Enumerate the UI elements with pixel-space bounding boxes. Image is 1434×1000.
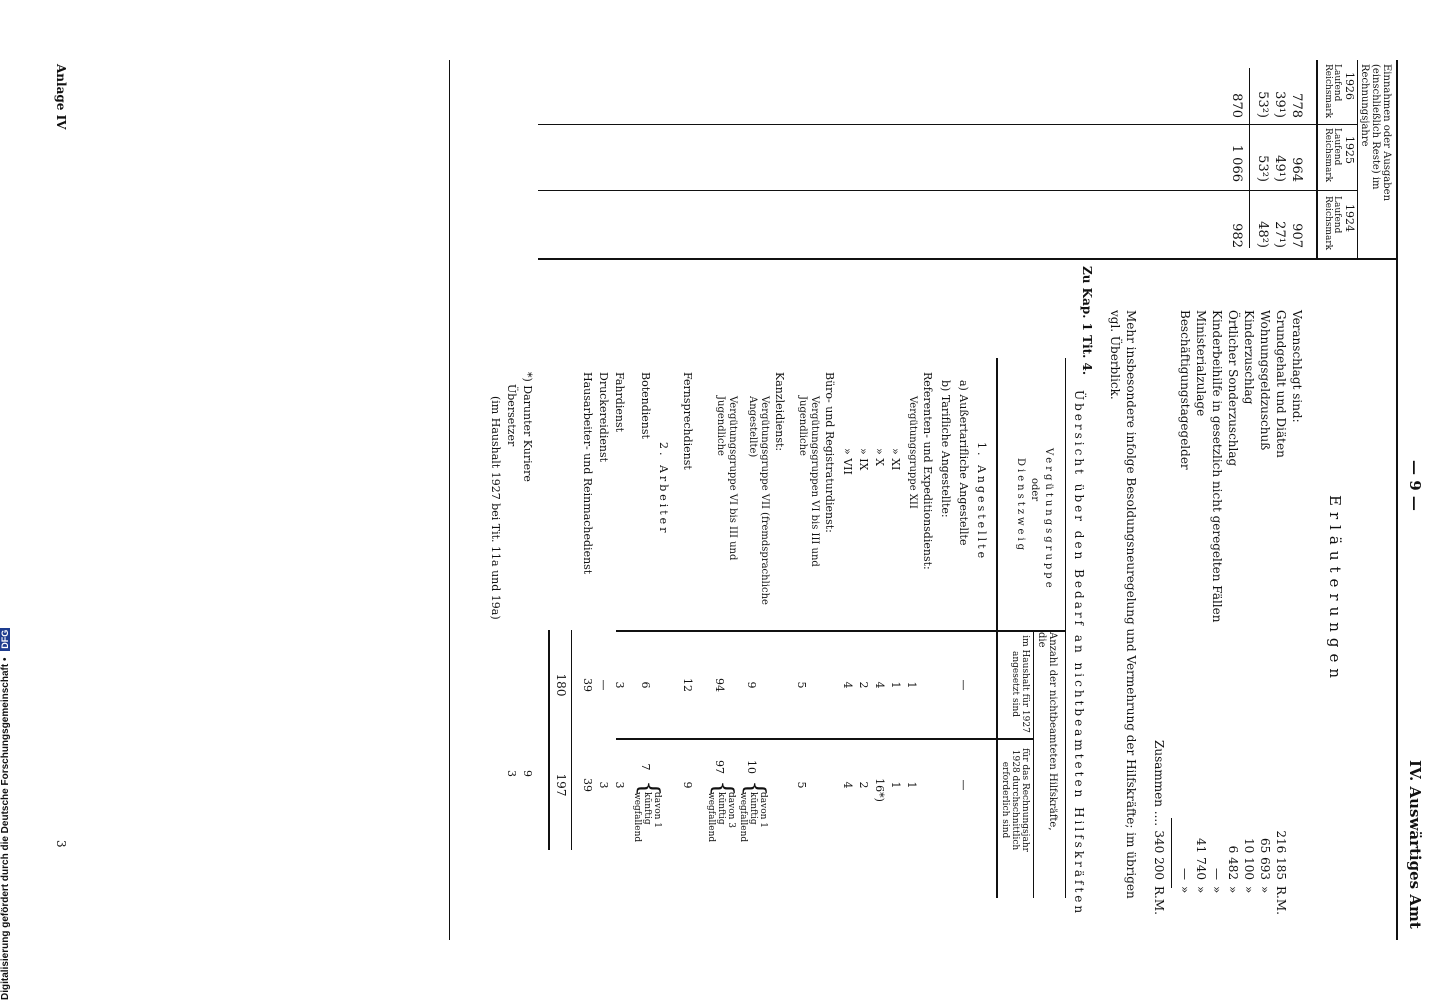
col-group-head: Anzahl der nichtbeamteten Hilfskräfte, die xyxy=(1036,632,1058,831)
table-row-label: Büro- und Registraturdienst: xyxy=(823,372,836,533)
table-cell-1927: — xyxy=(597,679,610,691)
year-1925: 1925 xyxy=(1343,136,1356,164)
table-row-label: Vergütungsgruppe VI bis III und Jugendliche xyxy=(715,396,738,561)
cell: 53²) xyxy=(1255,91,1270,118)
table-cell-1928: 4 xyxy=(841,781,854,789)
total-amount: 340 200 xyxy=(1152,830,1166,880)
staff-table-title: Übersicht über den Bedarf an nichtbeamteten Hilfskräften xyxy=(1072,390,1086,917)
list-item-label: Wohnungsgeldzuschuß xyxy=(1258,310,1272,451)
table-cell-1927: 6 xyxy=(639,681,652,689)
table-cell-1927: 39 xyxy=(581,678,594,692)
cell: 48²) xyxy=(1255,221,1270,248)
col1-head: oder xyxy=(1029,478,1040,502)
cell: 907 xyxy=(1289,223,1304,248)
footnote-line: *) Darunter Kuriere xyxy=(521,372,534,482)
table-head-rule xyxy=(996,358,998,898)
sum-rule xyxy=(1249,68,1250,248)
list-item-amount: — xyxy=(1178,868,1192,880)
table-bottom-rule xyxy=(548,630,550,850)
total-1928: 197 xyxy=(554,773,568,797)
note-line: Mehr insbesondere infolge Besoldungsneuregelung und Vermehrung der Hilfskräfte; im übrigen xyxy=(1124,310,1138,899)
list-item-label: Kinderzuschlag xyxy=(1242,310,1256,405)
list-item-unit: » xyxy=(1210,886,1224,894)
table-cell-1928: 2 xyxy=(857,781,870,789)
revenue-table-head: Einnahmen oder Ausgaben (einschließlich Reste) im Rechnungsjahre xyxy=(1359,64,1392,202)
total-1927: 180 xyxy=(554,673,568,697)
table-cell-1928: 16*) xyxy=(873,778,886,802)
anlage-label: Anlage IV xyxy=(54,64,68,130)
table-cell-1927: 4 xyxy=(873,681,886,689)
list-item-label: Kinderbeihilfe in gesetzlich nicht geregelten Fällen xyxy=(1210,310,1224,623)
col3-head: für das Rechnungsjahr 1928 durchschnittlich erforderlich sind xyxy=(1000,748,1030,852)
list-item-amount: 65 693 xyxy=(1258,838,1272,880)
dfg-logo: DFG xyxy=(0,629,10,649)
year-1926: 1926 xyxy=(1343,72,1356,100)
list-item-label: Ministerialzulage xyxy=(1194,310,1208,417)
section-arbeiter: 2. Arbeiter xyxy=(657,442,670,536)
dfg-rail-text: Digitalisierung gefördert durch die Deutsche Forschungsgemeinschaft • xyxy=(0,657,11,1000)
table-row-label: » XI xyxy=(889,448,902,471)
table-cell-1928: 97 xyxy=(713,760,726,774)
footnote-line: (im Haushalt 1927 bei Tit. 11a und 19a) xyxy=(489,396,502,620)
table-cell-1928: 3 xyxy=(597,781,610,789)
table-row-label: » VII xyxy=(841,448,854,475)
section-angestellte: 1. Angestellte xyxy=(975,442,988,562)
cell: 49¹) xyxy=(1272,155,1287,182)
table-cell-1928: — xyxy=(957,779,970,791)
table-top-rule xyxy=(1065,358,1066,898)
table-row-label: a) Außertarifliche Angestellte xyxy=(957,380,970,546)
table-edge xyxy=(538,258,1398,260)
col-divider xyxy=(616,630,1066,632)
table-cell-1928: 7 xyxy=(639,763,652,771)
table-cell-1927: 9 xyxy=(745,681,758,689)
erlaeuterungen-heading: Erläuterungen xyxy=(1326,495,1344,685)
erlaeuterungen-intro: Veranschlagt sind: xyxy=(1290,310,1304,423)
total-label: Zusammen .... xyxy=(1152,740,1166,827)
cell: 53²) xyxy=(1255,155,1270,182)
table-cell-note: davon 3 künftig wegfallend xyxy=(706,792,736,843)
section-title: IV. Auswärtiges Amt xyxy=(1406,760,1424,929)
table-row-label: b) Tarifliche Angestellte: xyxy=(939,380,952,518)
list-item-amount: 41 740 xyxy=(1194,838,1208,880)
kap-reference: Zu Kap. 1 Tit. 4. xyxy=(1080,266,1094,376)
brace-icon: { xyxy=(634,780,664,797)
table-cell-1927: 4 xyxy=(841,681,854,689)
unit-1926: Laufend Reichsmark xyxy=(1323,64,1342,119)
revenue-table-rule xyxy=(1316,60,1318,260)
table-row-label: Druckereidienst xyxy=(597,372,610,463)
list-item-unit: » xyxy=(1178,886,1192,894)
table-row-label: » IX xyxy=(857,448,870,471)
sum-rule xyxy=(571,630,572,850)
sum-rule xyxy=(1171,818,1172,888)
table-cell-1927: 94 xyxy=(713,678,726,692)
list-item-label: Grundgehalt und Diäten xyxy=(1274,310,1288,458)
total-1924: 982 xyxy=(1229,223,1244,248)
table-row-label: » X xyxy=(873,448,886,467)
list-item-unit: » xyxy=(1226,886,1240,894)
table-cell-1928: 9 xyxy=(681,781,694,789)
col1-head: Vergütungsgruppe xyxy=(1043,448,1054,591)
list-item-unit: » xyxy=(1194,886,1208,894)
table-row-label: Vergütungsgruppen VI bis III und Jugendliche xyxy=(797,396,820,567)
table-cell-1927: 12 xyxy=(681,678,694,692)
table-row-label: Vergütungsgruppe VII (fremdsprachliche Angestellte) xyxy=(747,396,770,605)
group-head-rule xyxy=(1033,630,1034,898)
list-item-amount: 10 100 xyxy=(1242,838,1256,880)
table-cell-1928: 39 xyxy=(581,778,594,792)
unit-1924: Laufend Reichsmark xyxy=(1323,196,1342,251)
dfg-rail xyxy=(0,600,14,1000)
table-row-label: Hausarbeiter- und Reinmachedienst xyxy=(581,372,594,575)
cell: 27¹) xyxy=(1272,221,1287,248)
footnote-line: Übersetzer xyxy=(505,384,518,447)
total-unit: R.M. xyxy=(1152,886,1166,915)
page-number: — 9 — xyxy=(1406,460,1424,511)
table-cell-1927: 1 xyxy=(889,681,902,689)
footer-rule xyxy=(449,60,450,940)
list-item-label: Beschäftigungstagegelder xyxy=(1178,310,1192,470)
table-cell-1927: — xyxy=(957,679,970,691)
table-cell-1928: 1 xyxy=(905,781,918,789)
col-divider xyxy=(616,738,1034,740)
total-1926: 870 xyxy=(1229,93,1244,118)
cell: 778 xyxy=(1289,93,1304,118)
col2-head: im Haushalt für 1927 angesetzt sind xyxy=(1010,635,1030,733)
revenue-head-rule xyxy=(1357,60,1358,260)
table-cell-1928: 3 xyxy=(613,781,626,789)
list-item-unit: » xyxy=(1242,886,1256,894)
table-cell-1928: 1 xyxy=(889,781,902,789)
table-row-label: Kanzleidienst: xyxy=(773,372,786,452)
unit-1925: Laufend Reichsmark xyxy=(1323,128,1342,183)
table-row-label: Fernsprechdienst xyxy=(681,372,694,470)
footnote-value: 3 xyxy=(505,770,518,777)
list-item-amount: 216 185 xyxy=(1274,830,1288,880)
total-1925: 1 066 xyxy=(1229,144,1244,182)
table-cell-1928: 5 xyxy=(795,781,808,789)
brace-icon: { xyxy=(740,780,770,797)
table-cell-1928: 10 xyxy=(745,760,758,774)
year-1924: 1924 xyxy=(1343,204,1356,232)
cell: 39¹) xyxy=(1272,91,1287,118)
list-item-amount: — xyxy=(1210,868,1224,880)
table-cell-note: davon 1 künftig wegfallend xyxy=(738,792,768,843)
table-row-label: Referenten- und Expeditionsdienst: xyxy=(921,372,934,570)
brace-icon: { xyxy=(708,780,738,797)
list-item-unit: » xyxy=(1258,886,1272,894)
table-row-label: Fahrdienst xyxy=(613,372,626,433)
col1-head: Dienstzweig xyxy=(1015,458,1026,554)
col-divider xyxy=(538,190,1358,191)
header-rule xyxy=(1396,60,1398,940)
list-item-unit: R.M. xyxy=(1274,886,1288,915)
col-divider xyxy=(538,124,1358,125)
list-item-amount: 6 482 xyxy=(1226,845,1240,880)
footnote-value: 9 xyxy=(521,770,534,777)
list-item-label: Örtlicher Sonderzuschlag xyxy=(1226,310,1240,467)
table-cell-note: davon 1 künftig wegfallend xyxy=(632,792,662,843)
table-cell-1927: 3 xyxy=(613,681,626,689)
table-row-label: Vergütungsgruppe XII xyxy=(907,396,918,509)
cell: 964 xyxy=(1289,157,1304,182)
table-row-label: Botendienst xyxy=(639,372,652,439)
note-line: vgl. Überblick. xyxy=(1108,310,1122,400)
table-cell-1927: 5 xyxy=(795,681,808,689)
table-cell-1927: 2 xyxy=(857,681,870,689)
footer-page-number: 3 xyxy=(54,840,68,848)
table-cell-1927: 1 xyxy=(905,681,918,689)
